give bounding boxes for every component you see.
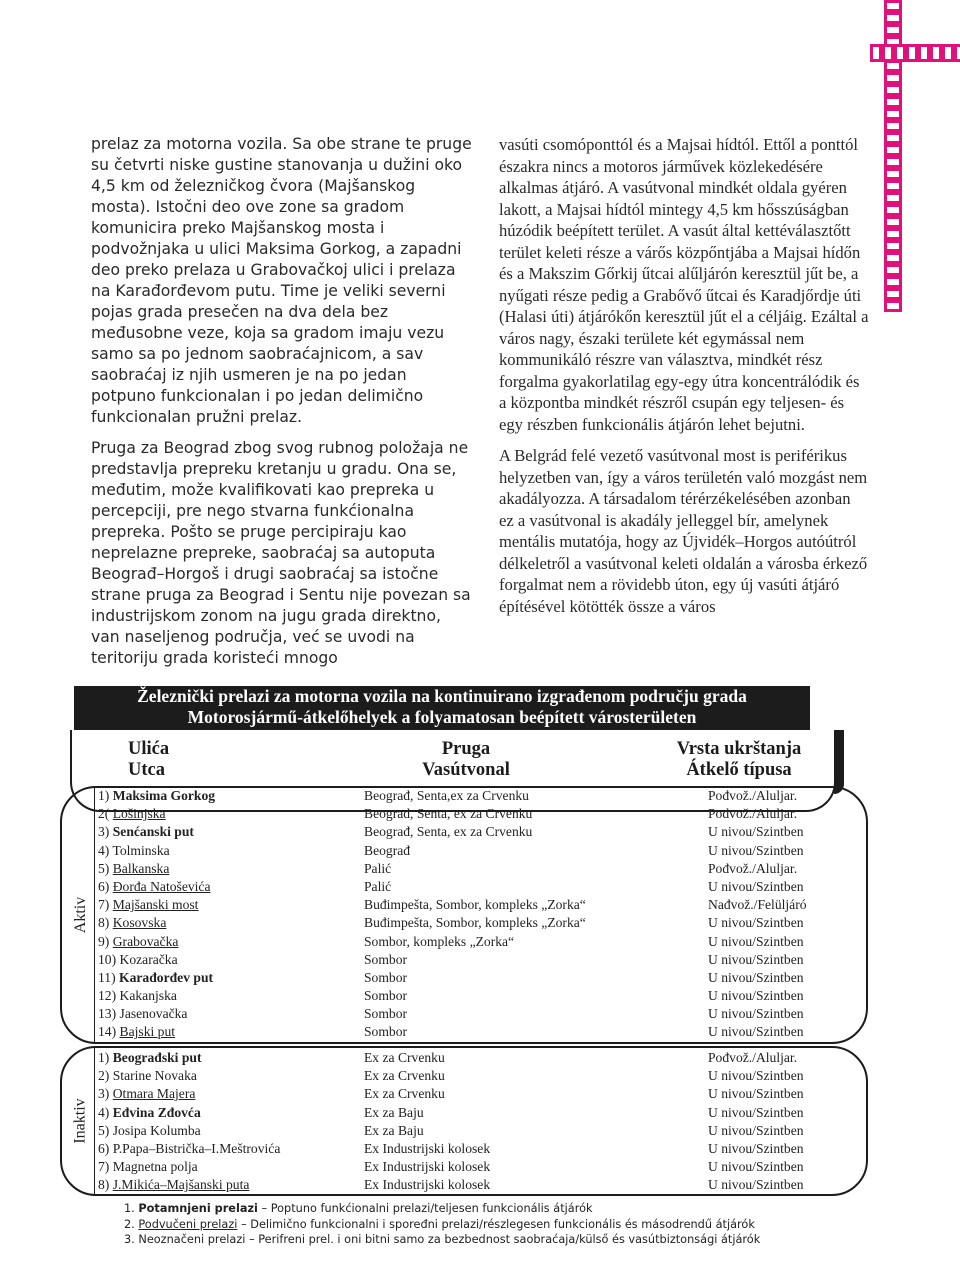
street-name-cell: [98, 1067, 197, 1085]
street-name-cell: [98, 878, 211, 896]
rail-line-cell: Sombor: [364, 1024, 408, 1040]
header-rail-hu: Vasútvonal: [422, 760, 510, 780]
street-name-cell: [98, 1049, 202, 1067]
street-name: Kosovska: [112, 915, 167, 931]
street-name-cell: [98, 1176, 249, 1194]
crossing-type-cell: U nivou/Szintben: [708, 842, 804, 858]
table-row: [98, 951, 838, 969]
crossing-type-cell: U nivou/Szintben: [708, 878, 804, 894]
table-row: [98, 1049, 838, 1067]
street-name-cell: [98, 805, 166, 823]
right-paragraph-2: A Belgrád felé vezető vasútvonal most is periférikus helyzetben van, így a város területén való mozgást nem akadályozza. A társadalom térérzékelésében azonban ez a vasútvonal is akadály jelleggel bír, amelynek mentális mutatója, hogy az Újvidék–Horgos autóútról délkeletről a vasútvonal keleti oldalán a városba érkező forgalmat nem a rövidebb úton, egy új vasúti átjáró építésével kötötték össze a város: [499, 446, 868, 616]
street-name: Kakanjska: [119, 988, 177, 1004]
header-street-hu: Utca: [128, 760, 165, 780]
row-number: 8): [98, 1177, 113, 1193]
street-name-cell: [98, 914, 166, 932]
rail-line-cell: Sombor: [364, 988, 408, 1004]
rail-line-cell: Sombor: [364, 1006, 408, 1022]
street-name: Đorđa Natoševića: [112, 878, 211, 894]
table-row: [98, 1023, 838, 1041]
active-side-label: Aktiv: [68, 788, 95, 1042]
right-paragraph-1: vasúti csomóponttól és a Majsai hídtól. Ettől a ponttól északra nincs a motoros járművek közlekedésére alkalmas átjáró. A vasútvonal mindkét oldala gyéren lakott, a Majsai hídtól mintegy 4,5 km hősszúságban húzódik beépített terület. A vasút által kettéválasztőtt terület keleti része a várős közpőntjába a Majsai hídőn és a Makszim Gőrkij űtcai alűljárón keresztül jűt be, a nyűgati része pedig a Grabővő űtcai és Karadjőrdje úti (Halasi úti) átjárókőn keresztül jűt el a céljáig. Ezáltal a város nagy, északi területe két egymással nem kommunikáló részre van választva, mindkét rész forgalma gyakorlatilag egy-egy útra koncentrálódik és a központba mindkét részről csupán egy teljesen- és egy részben funkcionális átjárón lehet bejutni.: [499, 135, 869, 434]
left-text-column: [91, 134, 473, 679]
rail-line-cell: Sombor: [364, 951, 408, 967]
row-number: 12): [98, 988, 120, 1004]
table-row: [98, 805, 838, 823]
header-type-sr: Vrsta ukrštanja: [676, 739, 802, 759]
rail-line-cell: Ex za Baju: [364, 1122, 424, 1138]
header-type-hu: Átkelő típusa: [686, 760, 792, 780]
table-row: [98, 823, 838, 841]
row-number: 11): [98, 969, 120, 985]
crossing-type-cell: U nivou/Szintben: [708, 1104, 804, 1120]
crossing-type-cell: U nivou/Szintben: [708, 1086, 804, 1102]
crossing-type-cell: Pođvož./Aluljar.: [708, 788, 798, 803]
legend-note: [124, 1201, 760, 1217]
crossing-type-cell: Pođvož./Aluljar.: [708, 860, 798, 876]
table-row: [98, 787, 838, 805]
legend-note-label: Potamnjeni prelazi: [138, 1202, 258, 1215]
row-number: 13): [98, 1006, 120, 1022]
street-name: Magnetna polja: [112, 1159, 198, 1175]
rail-line-cell: Ex za Baju: [364, 1104, 424, 1120]
street-name-cell: [98, 896, 198, 914]
street-name: Bajski put: [119, 1024, 176, 1040]
crossing-type-cell: U nivou/Szintben: [708, 1159, 804, 1175]
legend-note-label: Podvučeni prelazi: [138, 1217, 238, 1231]
left-paragraph-1: prelaz za motorna vozila. Sa obe strane te pruge su četvrti niske gustine stanovanja u dužini oko 4,5 km od železničkog čvora (Majšanskog mosta). Istočni deo ove zone sa gradom komunicira preko Majšanskog mosta i podvožnjaka u ulici Maksima Gorkog, a zapadni deo preko prelaza u Grabovačkoj ulici i prelaza na Karađorđevom putu. Time je veliki severni pojas grada presečen na dva dela bez međusobne veze, koja sa gradom imaju vezu samo sa po jednom saobraćajnicom, a sav saobraćaj iz njih usmeren je na po jedan potpuno funkcionalan i po jedan delimično funkcionalan pružni prelaz.: [91, 135, 472, 426]
legend-note-text: – Poptuno funkćionalni prelazi/teljesen funkcionális átjárók: [257, 1202, 593, 1215]
crossing-type-cell: U nivou/Szintben: [708, 1122, 804, 1138]
street-name-cell: [98, 842, 170, 860]
row-number: 4): [98, 1104, 113, 1120]
table-row: [98, 1176, 838, 1194]
rail-line-cell: Palić: [364, 878, 392, 894]
street-name-cell: [98, 787, 215, 805]
rail-line-cell: Beograđ, Senta, ex za Crvenku: [364, 824, 533, 840]
row-number: 3): [98, 1086, 113, 1102]
row-number: 10): [98, 951, 120, 967]
street-name: Josipa Kolumba: [112, 1122, 201, 1138]
legend-note-number: 3.: [124, 1233, 139, 1246]
active-crossings-list: [98, 787, 838, 1042]
street-name-cell: [98, 969, 213, 987]
street-name-cell: [98, 1104, 201, 1122]
header-rail-sr: Pruga: [441, 739, 491, 759]
street-name-cell: [98, 860, 169, 878]
table-row: [98, 1158, 838, 1176]
rail-line-cell: Buđimpešta, Sombor, kompleks „Zorka“: [364, 915, 586, 931]
row-number: 1): [98, 1050, 113, 1065]
crossing-type-cell: Nađvož./Felüljáró: [708, 897, 807, 913]
legend-note: [124, 1232, 760, 1248]
street-name: Otmara Majera: [112, 1086, 196, 1102]
crossing-type-cell: U nivou/Szintben: [708, 988, 804, 1004]
crossing-type-cell: U nivou/Szintben: [708, 1024, 804, 1040]
row-number: 5): [98, 1122, 113, 1138]
street-name: Majšanski most: [112, 897, 199, 913]
street-name: Tolminska: [112, 842, 170, 858]
rail-line-cell: Sombor: [364, 969, 408, 985]
legend-note-text: – Delimično funkcionalni i spoređni prelazi/részlegesen funkcionális és másodrendű átjárók: [237, 1217, 755, 1231]
street-name-cell: [98, 951, 178, 969]
street-name: Jasenovačka: [119, 1006, 188, 1022]
row-number: 2): [98, 1068, 113, 1084]
crossing-type-cell: U nivou/Szintben: [708, 915, 804, 931]
rail-line-cell: Ex za Crvenku: [364, 1050, 445, 1065]
table-row: [98, 860, 838, 878]
row-number: 6): [98, 878, 113, 894]
row-number: 1): [98, 788, 113, 803]
table-row: [98, 969, 838, 987]
street-name-cell: [98, 1005, 187, 1023]
street-name: Karađorđev put: [119, 969, 214, 985]
inactive-side-label: Inaktiv: [68, 1048, 95, 1194]
rail-line-cell: Beograđ, Senta,ex za Crvenku: [364, 788, 529, 803]
row-number: 6): [98, 1140, 113, 1156]
street-name-cell: [98, 1158, 198, 1176]
crossing-type-cell: U nivou/Szintben: [708, 951, 804, 967]
street-name: Senćanski put: [112, 824, 194, 840]
rail-line-cell: Buđimpešta, Sombor, kompleks „Zorka“: [364, 897, 586, 913]
street-name: Eđvina Zđovća: [112, 1104, 201, 1120]
street-name: Balkanska: [112, 860, 170, 876]
street-name-cell: [98, 933, 178, 951]
crossing-type-cell: U nivou/Szintben: [708, 1140, 804, 1156]
header-type: [668, 739, 810, 781]
rail-line-cell: Ex Industrijski kolosek: [364, 1159, 491, 1175]
street-name: Beograđski put: [112, 1050, 202, 1065]
right-text-column: [499, 134, 869, 627]
rail-line-cell: Beograđ, Senta, ex za Crvenku: [364, 806, 533, 822]
left-paragraph-2: Pruga za Beograd zbog svog rubnog položaja ne predstavlja prepreku kretanju u gradu. Ona se, međutim, može kvalifikovati kao prepreka u percepciji, pre nego stvarna funkćionalna prepreka. Pošto se pruge percipiraju kao neprelazne prepreke, saobraćaj sa autoputa Beograđ–Horgoš i drugi saobraćaj sa istočne strane pruga za Beograd i Sentu nije povezan sa industrijskom zonom na jugu grada direktno, van naseljenog područja, već se uvodi na teritoriju grada koristeći mnogo: [91, 439, 471, 667]
street-name-cell: [98, 1023, 175, 1041]
street-name-cell: [98, 823, 194, 841]
row-number: 9): [98, 933, 113, 949]
street-name-cell: [98, 987, 177, 1005]
inactive-crossings-list: [98, 1049, 838, 1195]
legend-note-label: Neoznačeni prelazi: [138, 1233, 246, 1246]
row-number: 3): [98, 824, 113, 840]
table-row: [98, 1067, 838, 1085]
header-rail: [414, 739, 518, 781]
rail-line-cell: Ex za Crvenku: [364, 1086, 445, 1102]
crossing-type-cell: U nivou/Szintben: [708, 969, 804, 985]
row-number: 2(: [98, 806, 113, 822]
table-title-banner: [74, 686, 810, 730]
decorative-horizontal-stripe: [870, 44, 960, 62]
table-row: [98, 896, 838, 914]
table-title-serbian: Železnički prelazi za motorna vozila na kontinuirano izgrađenom području grada: [137, 686, 747, 706]
row-number: 14): [98, 1024, 120, 1040]
header-street: [128, 739, 169, 781]
table-row: [98, 987, 838, 1005]
rail-line-cell: Ex Industrijski kolosek: [364, 1140, 491, 1156]
rail-line-cell: Ex za Crvenku: [364, 1068, 445, 1084]
street-name: Lošinjska: [112, 806, 166, 822]
street-name-cell: [98, 1140, 280, 1158]
street-name: Grabovačka: [112, 933, 179, 949]
row-number: 5): [98, 860, 113, 876]
street-name: Kozaračka: [119, 951, 178, 967]
table-row: [98, 914, 838, 932]
row-number: 8): [98, 915, 113, 931]
row-number: 7): [98, 1159, 113, 1175]
table-row: [98, 1085, 838, 1103]
table-title-hungarian: Motorosjármű-átkelőhelyek a folyamatosan beépített városterületen: [187, 707, 697, 727]
row-number: 4): [98, 842, 113, 858]
crossing-type-cell: U nivou/Szintben: [708, 1006, 804, 1022]
street-name: Maksima Gorkog: [112, 788, 216, 803]
legend-note-number: 2.: [124, 1217, 139, 1231]
crossing-type-cell: U nivou/Szintben: [708, 824, 804, 840]
crossing-type-cell: U nivou/Szintben: [708, 933, 804, 949]
table-row: [98, 933, 838, 951]
street-name: J.Mikića–Majšanski puta: [112, 1177, 250, 1193]
table-row: [98, 1122, 838, 1140]
rail-line-cell: Ex Industrijski kolosek: [364, 1177, 491, 1193]
street-name-cell: [98, 1085, 195, 1103]
table-row: [98, 1140, 838, 1158]
table-row: [98, 842, 838, 860]
street-name: Starine Novaka: [112, 1068, 197, 1084]
table-row: [98, 1005, 838, 1023]
crossing-type-cell: Pođvož./Aluljar.: [708, 1050, 798, 1065]
table-row: [98, 878, 838, 896]
row-number: 7): [98, 897, 113, 913]
rail-line-cell: Palić: [364, 860, 392, 876]
rail-line-cell: Sombor, kompleks „Zorka“: [364, 933, 515, 949]
legend-note-number: 1.: [124, 1202, 139, 1215]
table-row: [98, 1104, 838, 1122]
crossing-type-cell: U nivou/Szintben: [708, 1068, 804, 1084]
crossing-type-cell: Pođvož./Aluljar.: [708, 806, 798, 822]
rail-line-cell: Beograđ: [364, 842, 411, 858]
street-name-cell: [98, 1122, 201, 1140]
legend-note: [124, 1217, 760, 1233]
street-name: P.Papa–Bistrička–I.Meštrovića: [112, 1140, 281, 1156]
table-legend-notes: [124, 1201, 760, 1248]
header-street-sr: Ulića: [128, 739, 170, 759]
crossing-type-cell: U nivou/Szintben: [708, 1177, 804, 1193]
legend-note-text: – Perifreni prel. i oni bitni samo za bezbednost saobraćaja/külső és vasútbiztonsági átjárók: [245, 1233, 761, 1246]
